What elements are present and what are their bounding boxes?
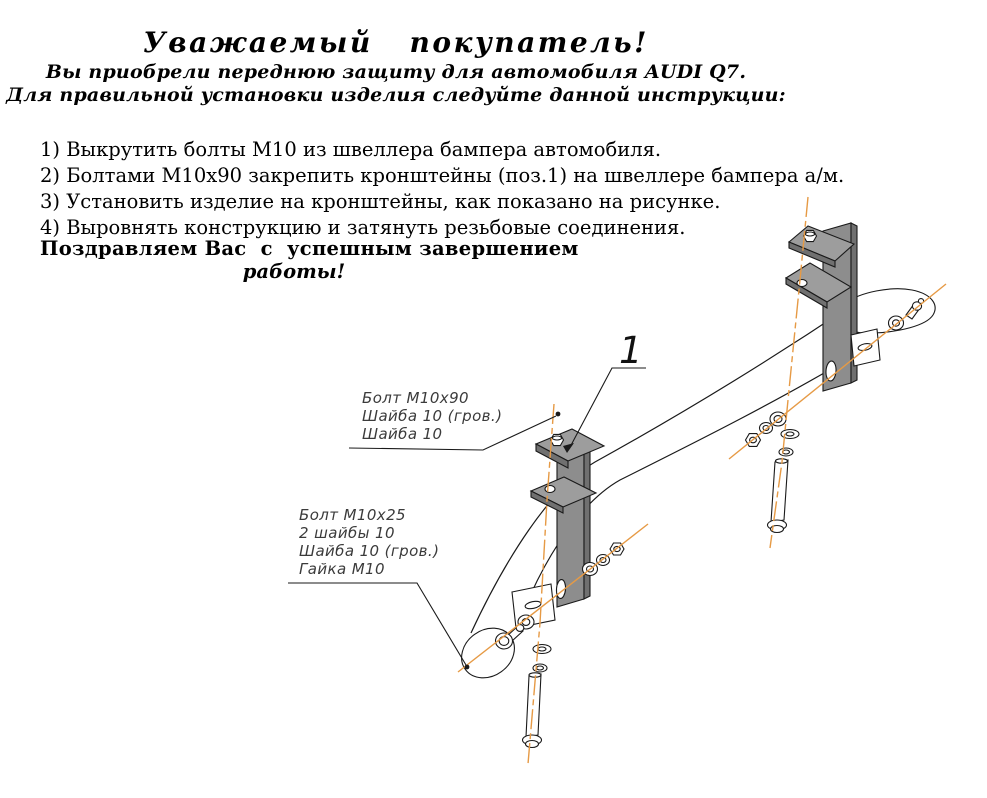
washer-icon bbox=[533, 645, 551, 654]
svg-text:Гайка М10: Гайка М10 bbox=[299, 560, 385, 578]
washer-icon bbox=[781, 430, 799, 439]
svg-text:2 шайбы 10: 2 шайбы 10 bbox=[299, 524, 395, 542]
flange-hole bbox=[797, 280, 807, 287]
long-bolt bbox=[771, 460, 788, 522]
instruction-item-3: 3) Установить изделие на кронштейны, как показано на рисунке. bbox=[40, 190, 721, 213]
congratulation-line-1: Поздравляем Вас с успешным завершением bbox=[40, 237, 579, 260]
svg-text:Шайба 10 (гров.): Шайба 10 (гров.) bbox=[299, 542, 440, 560]
svg-text:Шайба 10: Шайба 10 bbox=[362, 425, 443, 443]
flange-hole bbox=[545, 486, 555, 493]
callout-bolt-m10x25 bbox=[288, 506, 469, 669]
subtitle-line-1: Вы приобрели переднюю защиту для автомобиля AUDI Q7. bbox=[45, 61, 747, 83]
leader-arrow bbox=[465, 665, 470, 670]
svg-text:Болт М10х90: Болт М10х90 bbox=[362, 389, 469, 407]
svg-text:Шайба 10 (гров.): Шайба 10 (гров.) bbox=[362, 407, 503, 425]
lock-washer-icon bbox=[533, 664, 547, 672]
instruction-item-2: 2) Болтами М10х90 закрепить кронштейны (поз.1) на швеллере бампера а/м. bbox=[40, 164, 845, 187]
congratulation-line-2: работы! bbox=[242, 260, 346, 283]
left-diagonal-centerline bbox=[458, 524, 648, 672]
leader-arrow bbox=[556, 412, 561, 417]
page-title: Уважаемый покупатель! bbox=[143, 26, 649, 59]
svg-text:Болт М10х25: Болт М10х25 bbox=[299, 506, 406, 524]
lock-washer-icon bbox=[779, 448, 793, 456]
svg-text:1: 1 bbox=[619, 329, 643, 372]
long-bolt bbox=[526, 674, 541, 737]
callout-bolt-m10x90 bbox=[349, 389, 560, 450]
washer-icon bbox=[760, 423, 773, 434]
leader-line bbox=[288, 583, 466, 665]
mount-tab bbox=[851, 329, 880, 366]
subtitle-line-2: Для правильной установки изделия следуйте данной инструкции: bbox=[6, 84, 786, 106]
instruction-item-4: 4) Выровнять конструкцию и затянуть резьбовые соединения. bbox=[40, 216, 686, 239]
instruction-item-1: 1) Выкрутить болты М10 из швеллера бампера автомобиля. bbox=[40, 138, 662, 161]
